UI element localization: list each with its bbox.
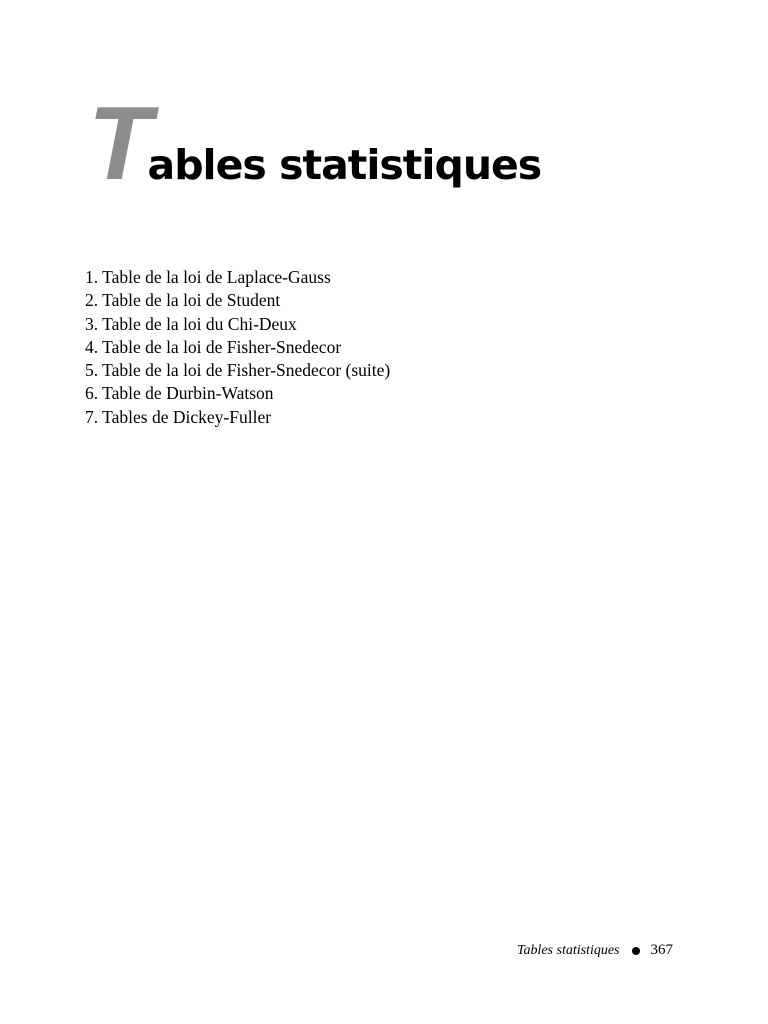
table-of-contents <box>85 266 390 429</box>
toc-item-6: 6. Table de Durbin-Watson <box>85 383 274 404</box>
running-title: Tables statistiques <box>516 942 620 958</box>
toc-item-3: 3. Table de la loi du Chi-Deux <box>85 313 297 334</box>
toc-item-1: 1. Table de la loi de Laplace-Gauss <box>85 267 331 287</box>
toc-item-5: 5. Table de la loi de Fisher-Snedecor (suite) <box>85 360 391 381</box>
chapter-title <box>88 86 542 202</box>
toc-item-2: 2. Table de la loi de Student <box>85 290 281 311</box>
page-footer <box>517 942 673 959</box>
chapter-title-rest: ables statistiques <box>147 141 542 189</box>
chapter-title-initial: T <box>88 86 150 202</box>
page-number: 367 <box>650 942 673 958</box>
bullet-icon <box>632 947 640 955</box>
toc-item-4: 4. Table de la loi de Fisher-Snedecor <box>85 336 342 357</box>
toc-item-7: 7. Tables de Dickey-Fuller <box>85 406 272 427</box>
